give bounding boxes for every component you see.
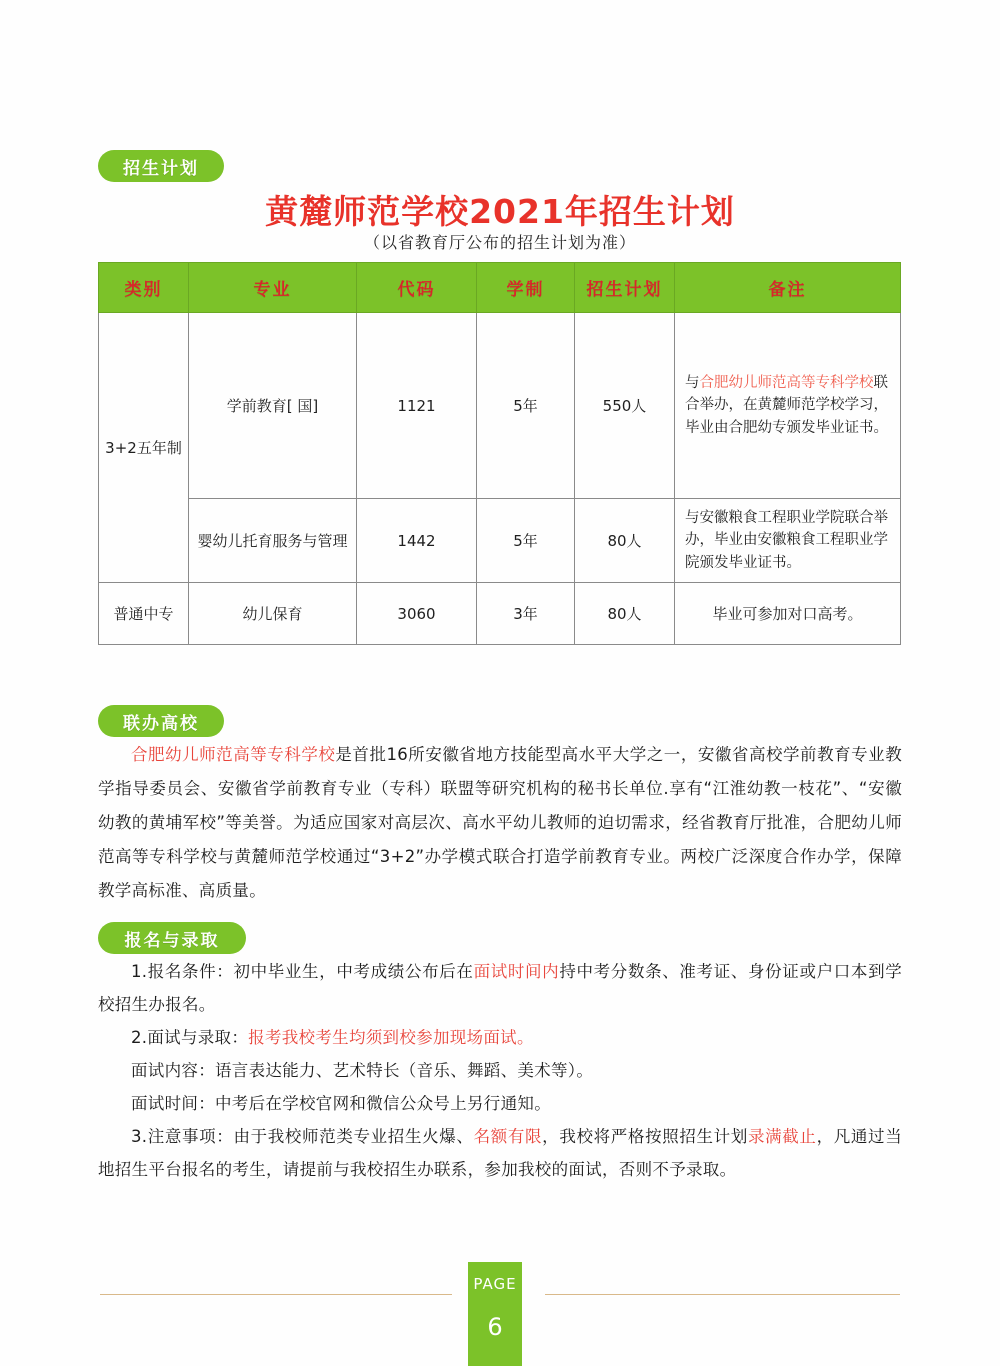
apply-2-highlight: 报考我校考生均须到校参加现场面试。 bbox=[248, 1028, 534, 1047]
partner-colleges-body: 是首批16所安徽省地方技能型高水平大学之一，安徽省高校学前教育专业教学指导委员会、安徽省学前教育专业（专科）联盟等研究机构的秘书长单位.享有“江淮幼教一枝花”、“安徽幼教的黄埔军校”等美誉。为适应国家对高层次、高水平幼儿教师的迫切需求，经省教育厅批准，合肥幼儿师范高等专科学校与黄麓师范学校通过“3+2”办学模式联合打造学前教育专业。两校广泛深度合作办学，保障教学高标准、高质量。 bbox=[98, 745, 902, 900]
apply-item-conditions bbox=[98, 955, 902, 1021]
partner-college-name: 合肥幼儿师范高等专科学校 bbox=[131, 745, 336, 764]
cell-quota: 550人 bbox=[575, 313, 675, 499]
footer-rule-right bbox=[545, 1294, 900, 1295]
table-header-category: 类别 bbox=[99, 263, 189, 313]
page-subtitle: （以省教育厅公布的招生计划为准） bbox=[363, 233, 636, 252]
page-number: 6 bbox=[487, 1313, 503, 1341]
cell-quota: 80人 bbox=[575, 583, 675, 645]
table-header-major: 专业 bbox=[189, 263, 357, 313]
cell-note bbox=[675, 313, 901, 499]
apply-item-notice bbox=[98, 1120, 902, 1186]
table-header-quota: 招生计划 bbox=[575, 263, 675, 313]
cell-category: 3+2五年制 bbox=[99, 313, 189, 583]
apply-5-text-a: 3.注意事项：由于我校师范类专业招生火爆、 bbox=[131, 1127, 474, 1146]
apply-item-interview-admission bbox=[98, 1021, 902, 1054]
section-badge-partner-colleges: 联办高校 bbox=[98, 705, 224, 737]
cell-note: 与安徽粮食工程职业学院联合举办，毕业由安徽粮食工程职业学院颁发毕业证书。 bbox=[675, 499, 901, 583]
page-title: 黄麓师范学校2021年招生计划 bbox=[265, 192, 735, 231]
table-header-note: 备注 bbox=[675, 263, 901, 313]
footer-rule-left bbox=[100, 1294, 452, 1295]
apply-1-highlight: 面试时间内 bbox=[473, 962, 560, 981]
cell-major: 婴幼儿托育服务与管理 bbox=[189, 499, 357, 583]
enrollment-plan-table bbox=[98, 262, 901, 645]
table-row bbox=[99, 499, 901, 583]
apply-5-text-b: ，我校将严格按照招生计划 bbox=[542, 1127, 748, 1146]
table-header-length: 学制 bbox=[477, 263, 575, 313]
cell-length: 3年 bbox=[477, 583, 575, 645]
note-rest: 联合举办，在黄麓师范学校学习，毕业由合肥幼专颁发毕业证书。 bbox=[685, 374, 888, 436]
apply-1-text-a: 1.报名条件：初中毕业生，中考成绩公布后在 bbox=[131, 962, 474, 981]
cell-code: 1442 bbox=[357, 499, 477, 583]
table-row bbox=[99, 313, 901, 499]
table-header-row bbox=[99, 263, 901, 313]
cell-major: 幼儿保育 bbox=[189, 583, 357, 645]
cell-major: 学前教育[ 国] bbox=[189, 313, 357, 499]
apply-interview-time: 面试时间：中考后在学校官网和微信公众号上另行通知。 bbox=[131, 1094, 551, 1113]
section-badge-apply-admission: 报名与录取 bbox=[98, 922, 246, 954]
note-highlight: 合肥幼儿师范高等专科学 bbox=[699, 374, 859, 391]
apply-1-text-b: 持中考分数条、准考证、身份证或户口本到学校招生办报名。 bbox=[98, 962, 903, 1014]
table-header-code: 代码 bbox=[357, 263, 477, 313]
page-number-tab bbox=[468, 1262, 522, 1366]
cell-code: 1121 bbox=[357, 313, 477, 499]
page-label: PAGE bbox=[473, 1275, 517, 1293]
table-row bbox=[99, 583, 901, 645]
cell-category: 普通中专 bbox=[99, 583, 189, 645]
apply-2-text-a: 2.面试与录取： bbox=[131, 1028, 249, 1047]
apply-5-highlight-2: 录满截止 bbox=[747, 1127, 817, 1146]
partner-colleges-paragraph bbox=[98, 738, 902, 908]
cell-length: 5年 bbox=[477, 499, 575, 583]
cell-quota: 80人 bbox=[575, 499, 675, 583]
section-badge-enrollment-plan: 招生计划 bbox=[98, 150, 224, 182]
note-prefix: 与 bbox=[685, 374, 700, 391]
apply-5-text-c: ，凡通过当地招生平台报名的考生，请提前与我校招生办联系，参加我校的面试，否则不予录取。 bbox=[98, 1127, 902, 1179]
cell-code: 3060 bbox=[357, 583, 477, 645]
cell-length: 5年 bbox=[477, 313, 575, 499]
cell-note: 毕业可参加对口高考。 bbox=[675, 583, 901, 645]
note-highlight-tail: 校 bbox=[859, 374, 874, 391]
apply-5-highlight-1: 名额有限 bbox=[473, 1127, 543, 1146]
apply-interview-content: 面试内容：语言表达能力、艺术特长（音乐、舞蹈、美术等）。 bbox=[131, 1061, 594, 1080]
